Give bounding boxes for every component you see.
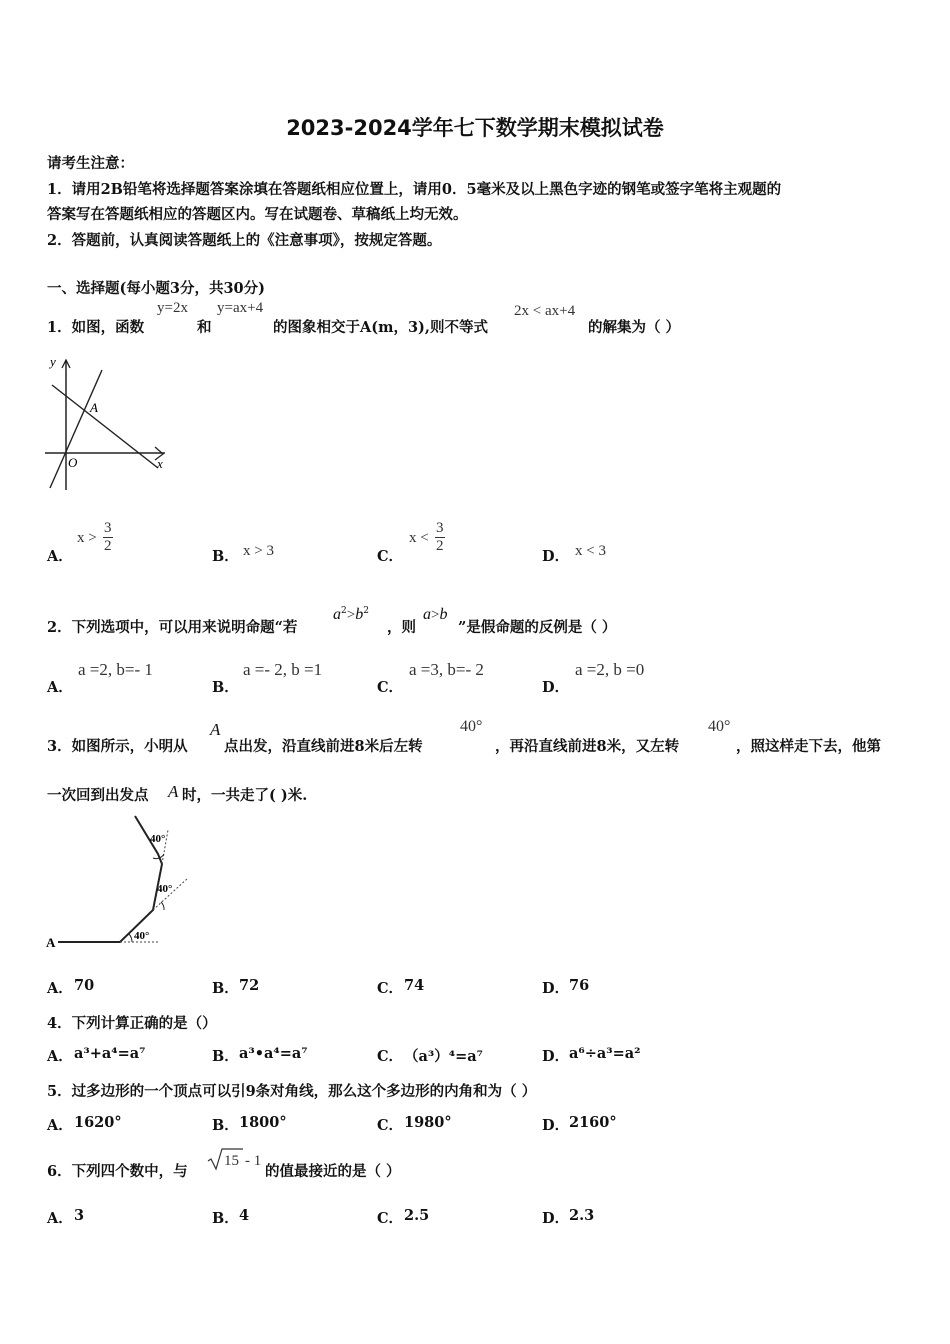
q1-option-d-label: D． — [542, 548, 570, 565]
q2-option-b-value: a =- 2, b =1 — [243, 660, 323, 679]
q6-option-b-value: 4 — [239, 1207, 250, 1224]
y-axis-label: y — [50, 354, 56, 369]
q2-cond-a: a — [333, 606, 341, 623]
q2-cond-a-exp: 2 — [341, 606, 347, 616]
q3-point-a-2: A — [168, 782, 179, 801]
q1-option-a-label: A． — [47, 548, 73, 565]
q3-angle-label-3: 40° — [150, 833, 166, 845]
q3-angle-1: 40° — [460, 718, 483, 735]
q2-cond-b-exp: 2 — [363, 606, 369, 616]
q1-text-3: 的图象相交于A(m，3),则不等式 — [273, 319, 488, 336]
q4-option-c-label: C． — [377, 1048, 404, 1065]
question-3 — [47, 718, 917, 758]
q3-option-b-value: 72 — [239, 977, 260, 994]
q1-func-1: y=2x — [157, 300, 188, 316]
q5-option-b-value: 1800° — [239, 1114, 287, 1131]
q3-angle-arc-1 — [129, 934, 132, 942]
q5-option-c-label: C． — [377, 1117, 404, 1134]
q4-option-d-label: D． — [542, 1048, 570, 1065]
x-axis-label: x — [157, 456, 163, 471]
q2-text-1: 2．下列选项中，可以用来说明命题“若 — [47, 619, 298, 636]
section-heading: 一、选择题(每小题3分，共30分) — [47, 280, 265, 297]
q6-minus-one: - 1 — [245, 1153, 262, 1169]
q3-option-c-value: 74 — [404, 977, 425, 994]
origin-label: O — [68, 455, 78, 470]
q6-option-a-value: 3 — [74, 1207, 85, 1224]
q3-option-c-label: C． — [377, 980, 404, 997]
q3-option-a-label: A． — [47, 980, 73, 997]
q3-text-3: ，再沿直线前进8米，又左转 — [495, 738, 680, 755]
q5-option-d-value: 2160° — [569, 1114, 617, 1131]
q6-option-d-label: D． — [542, 1210, 570, 1227]
q5-option-c-value: 1980° — [404, 1114, 452, 1131]
q6-option-b-label: B． — [212, 1210, 239, 1227]
q3-path — [58, 816, 162, 942]
q6-options — [47, 1207, 907, 1227]
q4-option-b-value: a³•a⁴=a⁷ — [239, 1045, 308, 1062]
q1-text-2: 和 — [197, 319, 212, 336]
q2-option-b-label: B． — [212, 679, 239, 696]
q6-option-d-value: 2.3 — [569, 1207, 595, 1224]
point-a-label: A — [90, 400, 98, 415]
q6-radicand: 15 — [224, 1153, 239, 1169]
q2-concl-gt: > — [431, 607, 440, 623]
q4-options — [47, 1045, 907, 1065]
q3-option-d-value: 76 — [569, 977, 590, 994]
q3-option-b-label: B． — [212, 980, 239, 997]
q3-text-2: 点出发，沿直线前进8米后左转 — [224, 738, 423, 755]
q4-option-a-value: a³+a⁴=a⁷ — [74, 1045, 146, 1062]
q5-option-d-label: D． — [542, 1117, 570, 1134]
q2-cond-b: b — [355, 606, 364, 623]
q6-option-c-label: C． — [377, 1210, 404, 1227]
q6-option-a-label: A． — [47, 1210, 73, 1227]
q1-option-a-den: 2 — [104, 538, 112, 554]
q1-text-1: 1．如图，函数 — [47, 319, 145, 336]
q2-conclusion — [423, 604, 447, 624]
q3-text-4: ，照这样走下去，他第 — [736, 738, 881, 755]
q2-text-2: ，则 — [387, 619, 416, 636]
q6-radical — [207, 1147, 265, 1171]
q2-option-d-value: a =2, b =0 — [575, 660, 645, 679]
q4-option-d-value: a⁶÷a³=a² — [569, 1045, 641, 1062]
q1-option-a-fraction — [103, 520, 113, 555]
q6-text-1: 6．下列四个数中，与 — [47, 1163, 188, 1180]
q1-inequality: 2x < ax+4 — [514, 303, 576, 319]
notice-line-2: 2．答题前，认真阅读答题纸上的《注意事项》，按规定答题。 — [47, 232, 442, 249]
q1-option-a-num: 3 — [104, 520, 112, 536]
q1-graph — [40, 350, 175, 495]
q2-text-3: ”是假命题的反例是（ ） — [458, 619, 617, 636]
q1-text-4: 的解集为（ ） — [588, 319, 681, 336]
notice-heading: 请考生注意： — [47, 155, 134, 172]
q3-angle-2: 40° — [708, 718, 731, 735]
q5-option-a-value: 1620° — [74, 1114, 122, 1131]
q2-option-a-label: A． — [47, 679, 73, 696]
q1-option-c-fraction — [435, 520, 445, 555]
q3-text-6: 时，一共走了( )米. — [182, 787, 308, 804]
q5-option-a-label: A． — [47, 1117, 73, 1134]
q1-option-c-num: 3 — [436, 520, 444, 536]
notice-line-1a: 1．请用2B铅笔将选择题答案涂填在答题纸相应位置上，请用0．5毫米及以上黑色字迹的钢笔或签字笔将主观题的 — [47, 181, 782, 198]
q4-option-b-label: B． — [212, 1048, 239, 1065]
q2-concl-b: b — [439, 606, 448, 623]
q3-figure — [40, 812, 200, 952]
q1-option-c-label: C． — [377, 548, 404, 565]
q2-option-d-label: D． — [542, 679, 570, 696]
q5-text: 5．过多边形的一个顶点可以引9条对角线，那么这个多边形的内角和为（ ） — [47, 1083, 537, 1100]
q3-option-d-label: D． — [542, 980, 570, 997]
q3-angle-arc-2 — [161, 902, 164, 910]
q1-option-c-den: 2 — [436, 538, 444, 554]
line-y-2x — [50, 370, 102, 488]
q3-start-label: A — [46, 935, 56, 950]
q4-option-a-label: A． — [47, 1048, 73, 1065]
q5-options — [47, 1114, 907, 1134]
q6-text-2: 的值最接近的是（ ） — [265, 1163, 401, 1180]
notice-line-1b: 答案写在答题纸相应的答题区内。写在试题卷、草稿纸上均无效。 — [47, 206, 468, 223]
q3-text-5: 一次回到出发点 — [47, 787, 149, 804]
q1-option-b-value: x > 3 — [243, 543, 274, 559]
q1-option-a-pre: x > — [77, 530, 97, 546]
q2-option-a-value: a =2, b=- 1 — [78, 660, 153, 679]
q1-option-d-value: x < 3 — [575, 543, 606, 559]
q4-text: 4．下列计算正确的是（） — [47, 1015, 217, 1032]
q1-options — [47, 520, 907, 565]
page-title: 2023-2024学年七下数学期末模拟试卷 — [286, 116, 664, 140]
q3-angle-label-1: 40° — [134, 930, 150, 942]
q3-point-a: A — [210, 720, 221, 739]
q2-options — [47, 660, 907, 694]
q2-concl-a: a — [423, 606, 431, 623]
q6-option-c-value: 2.5 — [404, 1207, 430, 1224]
q5-option-b-label: B． — [212, 1117, 239, 1134]
q2-option-c-label: C． — [377, 679, 404, 696]
q3-options — [47, 977, 907, 997]
q1-option-b-label: B． — [212, 548, 239, 565]
q1-option-c-pre: x < — [409, 530, 429, 546]
q2-cond-gt: > — [346, 607, 356, 623]
q4-option-c-value: （a³）⁴=a⁷ — [404, 1048, 483, 1065]
q3-option-a-value: 70 — [74, 977, 95, 994]
q2-condition — [333, 604, 369, 624]
q1-func-2: y=ax+4 — [217, 300, 264, 316]
q2-option-c-value: a =3, b=- 2 — [409, 660, 484, 679]
q3-text-1: 3．如图所示，小明从 — [47, 738, 188, 755]
q3-angle-label-2: 40° — [157, 883, 173, 895]
